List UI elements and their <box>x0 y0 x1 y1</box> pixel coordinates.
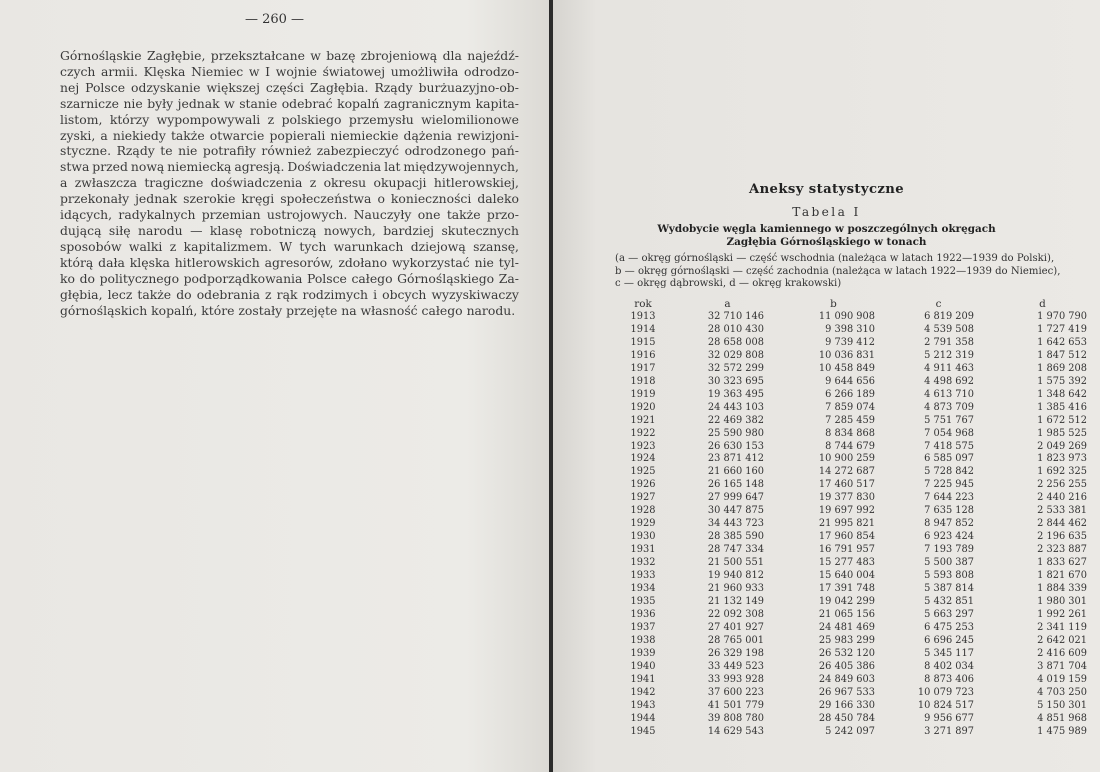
cell-c: 6 696 245 <box>924 634 974 646</box>
legend-line: (a — okręg górnośląski — część wschodnia (należąca w latach 1922—1939 do Polski), <box>615 253 1055 264</box>
cell-a: 19 940 812 <box>707 570 764 582</box>
cell-a: 33 993 928 <box>707 673 764 685</box>
table-row <box>611 350 1095 363</box>
text-line: zyski, a niekiedy także otwarcie popierali niemieckie dążenia rewizjoni- <box>60 127 519 143</box>
text-line: Górnośląskie Zagłębie, przekształcane w bazę zbrojeniową dla najeźdź- <box>60 48 519 63</box>
cell-d: 1 970 790 <box>1037 311 1087 322</box>
cell-b: 26 532 120 <box>818 647 875 659</box>
table-row <box>611 415 1095 428</box>
text-line: styczne. Rządy te nie potrafiły również zabezpieczyć odrodzonego pań- <box>60 143 519 159</box>
cell-d: 2 533 381 <box>1037 505 1087 517</box>
cell-year: 1930 <box>630 531 656 543</box>
cell-c: 7 193 789 <box>924 544 974 556</box>
cell-c: 5 212 319 <box>924 349 974 361</box>
cell-year: 1918 <box>630 375 656 387</box>
cell-b: 17 391 748 <box>818 583 875 595</box>
table-row <box>611 324 1095 337</box>
cell-b: 21 065 156 <box>818 608 875 620</box>
cell-b: 8 834 868 <box>825 427 875 439</box>
text-line: szarnicze nie były jednak w stanie odebrać kopalń zagranicznym kapita- <box>60 95 519 111</box>
cell-year: 1914 <box>630 323 656 335</box>
cell-b: 24 481 469 <box>818 621 875 633</box>
table-row <box>611 492 1095 505</box>
cell-year: 1936 <box>630 608 656 620</box>
table-row <box>611 726 1095 739</box>
cell-d: 1 692 325 <box>1037 466 1087 478</box>
table-caption <box>553 223 1100 250</box>
text-line: idących, radykalnych przemian ustrojowych. Nauczyły one także przo- <box>60 207 519 223</box>
cell-d: 2 416 609 <box>1037 647 1087 659</box>
cell-a: 41 501 779 <box>707 699 764 711</box>
cell-year: 1931 <box>630 544 656 556</box>
cell-c: 3 271 897 <box>924 725 974 737</box>
cell-a: 28 765 001 <box>707 634 764 646</box>
cell-c: 6 923 424 <box>924 531 974 543</box>
header-c: c <box>935 297 942 310</box>
cell-d: 1 385 416 <box>1037 401 1087 413</box>
cell-year: 1924 <box>630 453 656 465</box>
cell-a: 21 660 160 <box>707 466 764 478</box>
cell-a: 27 999 647 <box>707 492 764 504</box>
cell-b: 21 995 821 <box>818 518 875 530</box>
table-row <box>611 557 1095 570</box>
table-row <box>611 583 1095 596</box>
cell-year: 1941 <box>630 673 656 685</box>
table-row <box>611 713 1095 726</box>
cell-a: 22 092 308 <box>707 608 764 620</box>
cell-c: 5 387 814 <box>924 583 974 595</box>
cell-d: 2 642 021 <box>1037 634 1087 646</box>
body-text <box>60 48 519 318</box>
cell-d: 1 475 989 <box>1037 725 1087 737</box>
text-line: a zwłaszcza tragiczne doświadczenia z okresu okupacji hitlerowskiej, <box>60 175 519 191</box>
table-row <box>611 466 1095 479</box>
cell-year: 1915 <box>630 336 656 348</box>
cell-c: 9 956 677 <box>924 712 974 724</box>
cell-b: 26 967 533 <box>818 686 875 698</box>
cell-c: 7 635 128 <box>924 505 974 517</box>
table-row <box>611 700 1095 713</box>
header-b: b <box>830 297 837 310</box>
cell-b: 8 744 679 <box>825 440 875 452</box>
cell-b: 10 900 259 <box>818 453 875 465</box>
cell-c: 4 498 692 <box>924 375 974 387</box>
table-row <box>611 505 1095 518</box>
text-line: przekonały jednak szerokie kręgi społeczeństwa o konieczności daleko <box>60 191 519 207</box>
cell-year: 1928 <box>630 505 656 517</box>
cell-a: 34 443 723 <box>707 518 764 530</box>
cell-a: 26 630 153 <box>707 440 764 452</box>
cell-b: 7 859 074 <box>825 401 875 413</box>
cell-a: 30 323 695 <box>707 375 764 387</box>
cell-d: 2 256 255 <box>1037 479 1087 491</box>
cell-d: 1 348 642 <box>1037 388 1087 400</box>
cell-d: 1 985 525 <box>1037 427 1087 439</box>
cell-year: 1926 <box>630 479 656 491</box>
cell-d: 1 847 512 <box>1037 349 1087 361</box>
cell-b: 6 266 189 <box>825 388 875 400</box>
table-row <box>611 531 1095 544</box>
cell-year: 1922 <box>630 427 656 439</box>
cell-c: 6 585 097 <box>924 453 974 465</box>
table-body <box>611 311 1095 738</box>
cell-year: 1938 <box>630 634 656 646</box>
table-row <box>611 570 1095 583</box>
text-line: listom, którzy wypompowywali z polskiego przemysłu wielomilionowe <box>60 111 519 127</box>
cell-b: 29 166 330 <box>818 699 875 711</box>
caption-line-2: Zagłębia Górnośląskiego w tonach <box>726 236 927 249</box>
cell-year: 1942 <box>630 686 656 698</box>
cell-a: 32 572 299 <box>707 362 764 374</box>
cell-d: 2 440 216 <box>1037 492 1087 504</box>
cell-a: 14 629 543 <box>707 725 764 737</box>
cell-d: 1 869 208 <box>1037 362 1087 374</box>
annex-title: Aneksy statystyczne <box>748 182 905 197</box>
cell-a: 23 871 412 <box>707 453 764 465</box>
cell-year: 1939 <box>630 647 656 659</box>
cell-c: 10 824 517 <box>917 699 974 711</box>
table-row <box>611 363 1095 376</box>
cell-b: 17 460 517 <box>818 479 875 491</box>
table-header-row <box>611 297 1095 311</box>
header-rok: rok <box>634 297 652 310</box>
cell-a: 32 029 808 <box>707 349 764 361</box>
cell-b: 11 090 908 <box>818 311 875 322</box>
cell-year: 1934 <box>630 583 656 595</box>
caption-line-1: Wydobycie węgla kamiennego w poszczególnych okręgach <box>657 223 996 235</box>
cell-d: 2 323 887 <box>1037 544 1087 556</box>
cell-c: 4 873 709 <box>924 401 974 413</box>
table-row <box>611 453 1095 466</box>
text-line: górnośląskich kopalń, które zostały przejęte na własność całego narodu. <box>60 302 516 318</box>
text-line: nej Polsce odzyskanie większej części Zagłębia. Rządy burżuazyjno-ob- <box>60 79 519 95</box>
cell-d: 1 672 512 <box>1037 414 1087 426</box>
legend-line: b — okręg górnośląski — część zachodnia (należąca w latach 1922—1939 do Niemiec), <box>615 265 1061 277</box>
cell-b: 10 458 849 <box>818 362 875 374</box>
cell-a: 39 808 780 <box>707 712 764 724</box>
cell-a: 28 658 008 <box>707 336 764 348</box>
cell-year: 1921 <box>630 414 656 426</box>
cell-b: 15 640 004 <box>818 570 875 582</box>
cell-c: 7 225 945 <box>924 479 974 491</box>
cell-d: 1 575 392 <box>1037 375 1087 387</box>
cell-year: 1920 <box>630 401 656 413</box>
text-line: sposobów walki z kapitalizmem. W tych warunkach dziejową szansę, <box>60 238 519 254</box>
table-row <box>611 674 1095 687</box>
table-row <box>611 376 1095 389</box>
cell-b: 7 285 459 <box>825 414 875 426</box>
text-line: ko do politycznego podporządkowania Polsce całego Górnośląskiego Za- <box>60 270 519 286</box>
cell-a: 28 010 430 <box>707 323 764 335</box>
cell-year: 1913 <box>630 311 656 322</box>
cell-year: 1937 <box>630 621 656 633</box>
cell-d: 1 727 419 <box>1037 323 1087 335</box>
cell-b: 9 644 656 <box>825 375 875 387</box>
cell-a: 26 329 198 <box>707 647 764 659</box>
cell-a: 30 447 875 <box>707 505 764 517</box>
page-number: — 260 — <box>244 12 305 27</box>
cell-c: 7 644 223 <box>924 492 974 504</box>
cell-b: 19 697 992 <box>818 505 875 517</box>
legend-line: c — okręg dąbrowski, d — okręg krakowski) <box>615 278 842 290</box>
table-row <box>611 661 1095 674</box>
cell-d: 2 196 635 <box>1037 531 1087 543</box>
cell-c: 8 947 852 <box>924 518 974 530</box>
cell-c: 4 911 463 <box>924 362 974 374</box>
table-row <box>611 441 1095 454</box>
cell-d: 2 341 119 <box>1037 621 1087 633</box>
cell-a: 25 590 980 <box>707 427 764 439</box>
header-a: a <box>724 297 731 310</box>
cell-c: 5 663 297 <box>924 608 974 620</box>
cell-year: 1927 <box>630 492 656 504</box>
cell-c: 5 500 387 <box>924 557 974 569</box>
text-line: czych armii. Klęska Niemiec w I wojnie światowej umożliwiła odrodzo- <box>60 63 519 79</box>
table-label: Tabela I <box>792 205 861 219</box>
text-line: którą dała klęska hitlerowskich agresorów, zdołano wykorzystać nie tyl- <box>60 254 519 270</box>
cell-d: 1 642 653 <box>1037 336 1087 348</box>
table-row <box>611 428 1095 441</box>
cell-a: 33 449 523 <box>707 660 764 672</box>
cell-b: 25 983 299 <box>818 634 875 646</box>
cell-c: 7 418 575 <box>924 440 974 452</box>
cell-c: 6 819 209 <box>924 311 974 322</box>
cell-year: 1935 <box>630 595 656 607</box>
cell-a: 21 132 149 <box>707 595 764 607</box>
table-row <box>611 622 1095 635</box>
cell-year: 1919 <box>630 388 656 400</box>
cell-c: 5 751 767 <box>924 414 974 426</box>
cell-year: 1940 <box>630 660 656 672</box>
table-row <box>611 596 1095 609</box>
cell-a: 37 600 223 <box>707 686 764 698</box>
cell-c: 4 539 508 <box>924 323 974 335</box>
cell-year: 1944 <box>630 712 656 724</box>
cell-a: 32 710 146 <box>707 311 764 322</box>
cell-a: 26 165 148 <box>707 479 764 491</box>
cell-d: 1 980 301 <box>1037 595 1087 607</box>
text-line: dującą siłę narodu — klasę robotniczą nowych, bardziej skutecznych <box>60 222 519 238</box>
table-row <box>611 479 1095 492</box>
cell-c: 5 593 808 <box>924 570 974 582</box>
cell-c: 8 402 034 <box>924 660 974 672</box>
header-d: d <box>1039 297 1046 310</box>
cell-c: 5 432 851 <box>924 595 974 607</box>
cell-d: 3 871 704 <box>1037 660 1087 672</box>
cell-d: 1 823 973 <box>1037 453 1087 465</box>
text-line: głębia, lecz także do odebrania z rąk rodzimych i obcych wyzyskiwaczy <box>60 286 519 302</box>
cell-year: 1933 <box>630 570 656 582</box>
cell-b: 17 960 854 <box>818 531 875 543</box>
cell-b: 16 791 957 <box>818 544 875 556</box>
table-legend <box>615 253 1061 291</box>
cell-d: 1 992 261 <box>1037 608 1087 620</box>
cell-a: 28 385 590 <box>707 531 764 543</box>
cell-c: 5 728 842 <box>924 466 974 478</box>
cell-a: 22 469 382 <box>707 414 764 426</box>
cell-d: 1 884 339 <box>1037 583 1087 595</box>
cell-d: 2 049 269 <box>1037 440 1087 452</box>
cell-year: 1932 <box>630 557 656 569</box>
cell-a: 24 443 103 <box>707 401 764 413</box>
cell-c: 4 613 710 <box>924 388 974 400</box>
left-page <box>0 0 549 772</box>
cell-a: 21 960 933 <box>707 583 764 595</box>
cell-b: 19 042 299 <box>818 595 875 607</box>
cell-c: 5 345 117 <box>924 647 974 659</box>
cell-year: 1945 <box>630 725 656 737</box>
table-row <box>611 687 1095 700</box>
cell-c: 10 079 723 <box>917 686 974 698</box>
cell-d: 1 833 627 <box>1037 557 1087 569</box>
cell-d: 5 150 301 <box>1037 699 1087 711</box>
table-row <box>611 402 1095 415</box>
cell-c: 6 475 253 <box>924 621 974 633</box>
cell-d: 4 851 968 <box>1037 712 1087 724</box>
cell-year: 1917 <box>630 362 656 374</box>
cell-d: 1 821 670 <box>1037 570 1087 582</box>
cell-year: 1923 <box>630 440 656 452</box>
cell-b: 9 739 412 <box>825 336 875 348</box>
table-row <box>611 544 1095 557</box>
cell-a: 27 401 927 <box>707 621 764 633</box>
text-line: stwa przed nową niemiecką agresją. Doświadczenia lat międzywojennych, <box>60 159 519 175</box>
coal-output-table <box>611 297 1095 738</box>
cell-b: 24 849 603 <box>818 673 875 685</box>
cell-b: 9 398 310 <box>825 323 875 335</box>
table-row <box>611 389 1095 402</box>
cell-b: 5 242 097 <box>825 725 875 737</box>
cell-a: 28 747 334 <box>707 544 764 556</box>
table-row <box>611 337 1095 350</box>
cell-a: 19 363 495 <box>707 388 764 400</box>
table-row <box>611 311 1095 324</box>
cell-b: 28 450 784 <box>818 712 875 724</box>
cell-b: 15 277 483 <box>818 557 875 569</box>
cell-year: 1916 <box>630 349 656 361</box>
cell-d: 4 703 250 <box>1037 686 1087 698</box>
cell-b: 26 405 386 <box>818 660 875 672</box>
table-row <box>611 635 1095 648</box>
table-row <box>611 518 1095 531</box>
cell-c: 2 791 358 <box>924 336 974 348</box>
cell-b: 19 377 830 <box>818 492 875 504</box>
cell-d: 4 019 159 <box>1037 673 1087 685</box>
cell-year: 1943 <box>630 699 656 711</box>
table-row <box>611 609 1095 622</box>
cell-d: 2 844 462 <box>1037 518 1087 530</box>
cell-year: 1925 <box>630 466 656 478</box>
cell-c: 8 873 406 <box>924 673 974 685</box>
cell-a: 21 500 551 <box>707 557 764 569</box>
table-row <box>611 648 1095 661</box>
cell-year: 1929 <box>630 518 656 530</box>
cell-c: 7 054 968 <box>924 427 974 439</box>
cell-b: 14 272 687 <box>818 466 875 478</box>
cell-b: 10 036 831 <box>818 349 875 361</box>
